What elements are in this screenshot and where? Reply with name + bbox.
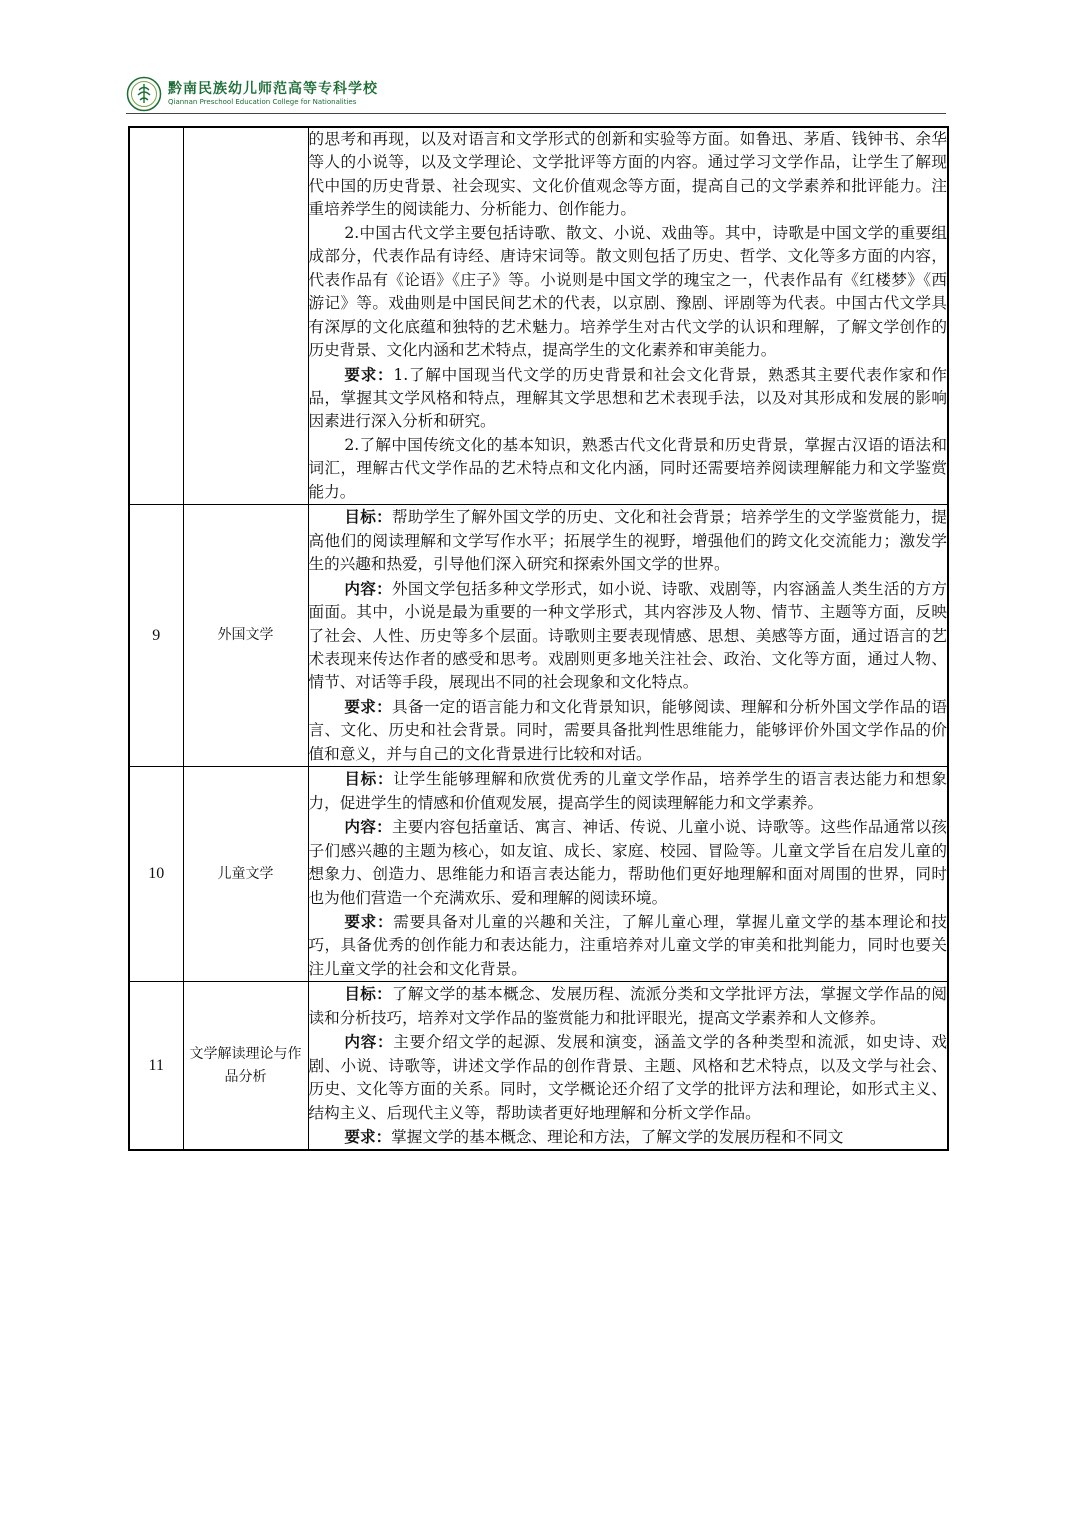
paragraph-keyword: 要求：	[344, 696, 392, 716]
table-row	[129, 127, 948, 505]
course-number	[129, 127, 183, 505]
paragraph-text: 帮助学生了解外国文学的历史、文化和社会背景；培养学生的文学鉴赏能力，提高他们的阅读理解和文学写作水平；拓展学生的视野，增强他们的跨文化交流能力；激发学生的兴趣和热爱，引导他们深入研究和探索外国文学的世界。	[308, 508, 947, 574]
school-logo-icon	[126, 76, 162, 112]
course-number: 9	[129, 505, 183, 767]
description-paragraph	[309, 1125, 948, 1149]
description-paragraph	[309, 767, 948, 815]
table-row	[129, 505, 948, 767]
course-description	[308, 767, 948, 982]
course-number: 10	[129, 767, 183, 982]
paragraph-text: 了解文学的基本概念、发展历程、流派分类和文学批评方法，掌握文学作品的阅读和分析技巧，培养对文学作品的鉴赏能力和批评眼光，提高文学素养和人文修养。	[308, 985, 947, 1027]
school-name-english: Qiannan Preschool Education College for Nationalities	[168, 98, 357, 106]
paragraph-text: 主要内容包括童话、寓言、神话、传说、儿童小说、诗歌等。这些作品通常以孩子们感兴趣的主题为核心，如友谊、成长、家庭、校园、冒险等。儿童文学旨在启发儿童的想象力、创造力、思维能力和语言表达能力，帮助他们更好地理解和面对周围的世界，同时也为他们营造一个充满欢乐、爱和理解的阅读环境。	[308, 818, 947, 907]
course-number: 11	[129, 982, 183, 1151]
description-paragraph	[309, 505, 948, 576]
table-row	[129, 982, 948, 1151]
description-paragraph	[309, 815, 948, 910]
course-description	[308, 982, 948, 1151]
description-paragraph	[309, 222, 948, 363]
paragraph-text: 1.了解中国现当代文学的历史背景和社会文化背景，熟悉其主要代表作家和作品，掌握其文学风格和特点，理解其文学思想和艺术表现手法，以及对其形成和发展的影响因素进行深入分析和研究。	[308, 365, 947, 431]
paragraph-text: 让学生能够理解和欣赏优秀的儿童文学作品，培养学生的语言表达能力和想象力，促进学生的情感和价值观发展，提高学生的阅读理解能力和文学素养。	[308, 770, 947, 812]
paragraph-keyword: 目标：	[344, 984, 392, 1004]
page-header	[126, 72, 946, 116]
course-name	[183, 127, 308, 505]
table-row	[129, 767, 948, 982]
paragraph-keyword: 要求：	[344, 364, 394, 384]
paragraph-keyword: 要求：	[344, 1127, 392, 1147]
course-name: 文学解读理论与作品分析	[183, 982, 308, 1151]
description-paragraph	[309, 982, 948, 1030]
description-paragraph	[309, 363, 948, 434]
school-name: 黔南民族幼儿师范高等专科学校	[168, 81, 378, 97]
paragraph-text: 2.中国古代文学主要包括诗歌、散文、小说、戏曲等。其中，诗歌是中国文学的重要组成部分，代表作品有诗经、唐诗宋词等。散文则包括了历史、哲学、文化等多方面的内容，代表作品有《论语》《庄子》等。小说则是中国文学的瑰宝之一，代表作品有《红楼梦》《西游记》等。戏曲则是中国民间艺术的代表，以京剧、豫剧、评剧等为代表。中国古代文学具有深厚的文化底蕴和独特的艺术魅力。培养学生对古代文学的认识和理解，了解文学创作的历史背景、文化内涵和艺术特点，提高学生的文化素养和审美能力。	[308, 223, 947, 360]
description-paragraph	[309, 434, 948, 504]
paragraph-text: 掌握文学的基本概念、理论和方法，了解文学的发展历程和不同文	[391, 1128, 844, 1147]
paragraph-keyword: 目标：	[344, 507, 392, 527]
paragraph-text: 主要介绍文学的起源、发展和演变，涵盖文学的各种类型和流派，如史诗、戏剧、小说、诗歌等，讲述文学作品的创作背景、主题、风格和艺术特点，以及文学与社会、历史、文化等方面的关系。同时，文学概论还介绍了文学的批评方法和理论，如形式主义、结构主义、后现代主义等，帮助读者更好地理解和分析文学作品。	[308, 1033, 947, 1122]
course-description	[308, 127, 948, 505]
paragraph-text: 具备一定的语言能力和文化背景知识，能够阅读、理解和分析外国文学作品的语言、文化、历史和社会背景。同时，需要具备批判性思维能力，能够评价外国文学作品的价值和意义，并与自己的文化背景进行比较和对话。	[308, 697, 947, 763]
paragraph-text: 外国文学包括多种文学形式，如小说、诗歌、戏剧等，内容涵盖人类生活的方方面面。其中，小说是最为重要的一种文学形式，其内容涉及人物、情节、主题等方面，反映了社会、人性、历史等多个层面。诗歌则主要表现情感、思想、美感等方面，通过语言的艺术表现来传达作者的感受和思考。戏剧则更多地关注社会、政治、文化等方面，通过人物、情节、对话等手段，展现出不同的社会现象和文化特点。	[308, 579, 947, 692]
paragraph-keyword: 目标：	[344, 769, 394, 789]
paragraph-text: 2.了解中国传统文化的基本知识，熟悉古代文化背景和历史背景，掌握古汉语的语法和词汇，理解古代文学作品的艺术特点和文化内涵，同时还需要培养阅读理解能力和文学鉴赏能力。	[308, 435, 947, 501]
description-paragraph	[309, 910, 948, 981]
course-name: 外国文学	[183, 505, 308, 767]
course-name: 儿童文学	[183, 767, 308, 982]
paragraph-keyword: 要求：	[344, 911, 394, 931]
header-rule	[126, 113, 946, 114]
course-table	[128, 126, 949, 1151]
paragraph-text: 的思考和再现，以及对语言和文学形式的创新和实验等方面。如鲁迅、茅盾、钱钟书、余华等人的小说等，以及文学理论、文学批评等方面的内容。通过学习文学作品，让学生了解现代中国的历史背景、社会现实、文化价值观念等方面，提高自己的文学素养和批评能力。注重培养学生的阅读能力、分析能力、创作能力。	[308, 130, 947, 219]
paragraph-keyword: 内容：	[344, 1032, 394, 1052]
paragraph-text: 需要具备对儿童的兴趣和关注，了解儿童心理，掌握儿童文学的基本理论和技巧，具备优秀的创作能力和表达能力，注重培养对儿童文学的审美和批判能力，同时也要关注儿童文学的社会和文化背景。	[308, 912, 947, 978]
description-paragraph	[309, 1030, 948, 1125]
description-paragraph	[309, 128, 948, 222]
course-description	[308, 505, 948, 767]
description-paragraph	[309, 577, 948, 695]
paragraph-keyword: 内容：	[344, 817, 392, 837]
description-paragraph	[309, 695, 948, 766]
paragraph-keyword: 内容：	[344, 578, 392, 598]
